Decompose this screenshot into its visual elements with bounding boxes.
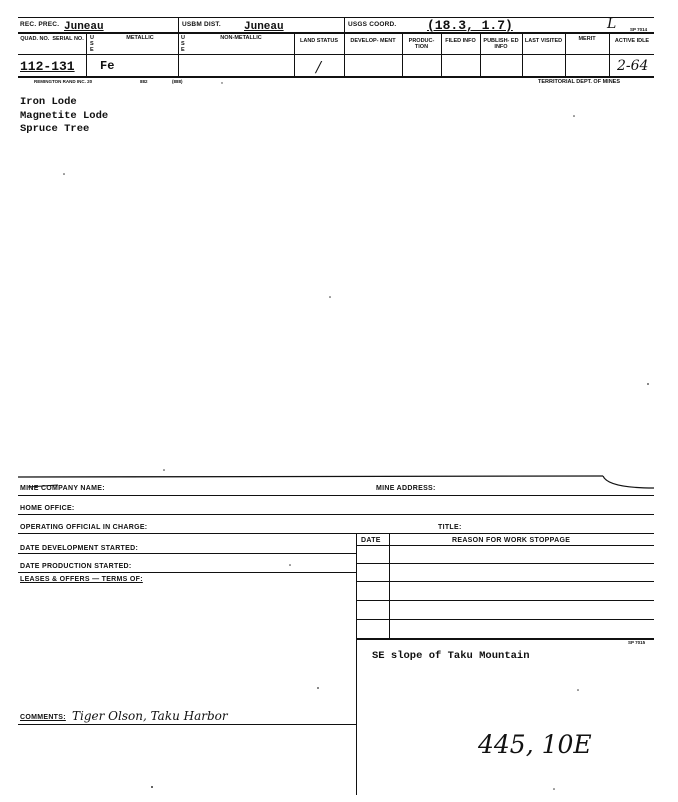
col-header-metallic: METALLIC [126,35,154,41]
col-header-production: PRODUC- TION [408,38,435,50]
date-production-started-label: DATE PRODUCTION STARTED: [20,563,132,570]
operating-official-label: OPERATING OFFICIAL IN CHARGE: [20,524,148,531]
usbm-dist-value: Juneau [244,21,284,33]
land-status-mark: / [316,58,322,76]
leases-offers-label: LEASES & OFFERS — TERMS OF: [20,576,143,583]
footer-code-1: 882 [140,79,148,84]
metallic-value: Fe [100,59,115,73]
col-header-development: DEVELOP- MENT [350,38,396,44]
date-column-header: DATE [361,537,381,544]
form-number: SP 7014 [630,27,648,32]
usgs-coord-label: USGS COORD. [348,21,397,28]
printer-credit: REMINGTON RAND INC. 20 [34,79,93,84]
home-office-label: HOME OFFICE: [20,505,75,512]
location-description: SE slope of Taku Mountain [372,650,530,662]
rec-prec-value: Juneau [64,21,104,33]
col-header-land-status: LAND STATUS [300,38,338,44]
corner-mark: L [607,16,617,32]
col-header-serial-no: SERIAL NO. [52,36,84,42]
comments-value: Tiger Olson, Taku Harbor [72,709,228,723]
rec-prec-label: REC. PREC. [20,21,60,28]
col-header-quad-no: QUAD. NO. [20,36,50,42]
col-header-non-metallic: NON-METALLIC [220,35,262,41]
col-header-use-left: U S E [90,35,94,53]
property-name: Spruce Tree [20,123,90,135]
footer-code-2: (888) [172,79,183,84]
handwritten-number: 445, 10E [478,730,592,759]
comments-label: COMMENTS: [20,714,66,721]
col-header-filed-info: FILED INFO [445,38,476,44]
col-header-merit: MERIT [578,36,596,42]
title-label: TITLE: [438,524,462,531]
col-header-last-visited: LAST VISITED [524,38,563,44]
mine-company-name-label: MINE COMPANY NAME: [20,485,105,492]
form-code-bottom: SP 7015 [628,640,646,645]
usgs-coord-value: (18.3, 1.7) [427,18,513,33]
col-header-active-idle: ACTIVE IDLE [614,38,650,44]
col-header-published-info: PUBLISH- ED INFO [483,38,519,50]
usbm-dist-label: USBM DIST. [182,21,221,28]
department-name: TERRITORIAL DEPT. OF MINES [538,79,620,85]
date-development-started-label: DATE DEVELOPMENT STARTED: [20,545,139,552]
quad-serial-value: 112-131 [20,59,75,74]
reason-column-header: REASON FOR WORK STOPPAGE [452,537,571,544]
mine-address-label: MINE ADDRESS: [376,485,436,492]
active-idle-value: 2-64 [617,58,649,74]
property-name: Magnetite Lode [20,109,109,122]
property-name: Iron Lode [20,96,77,108]
col-header-use-right: U S E [181,35,185,53]
